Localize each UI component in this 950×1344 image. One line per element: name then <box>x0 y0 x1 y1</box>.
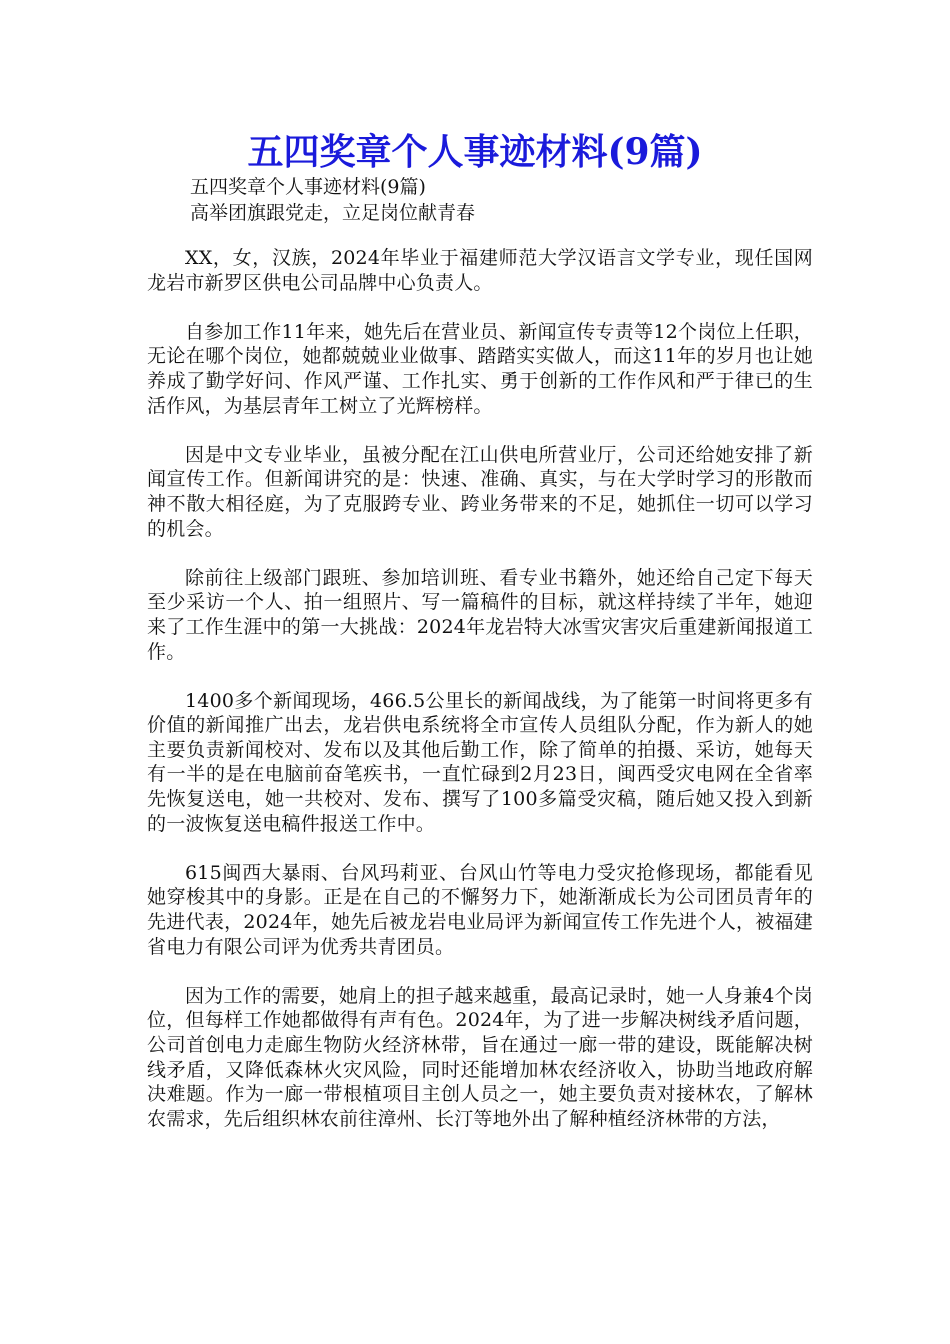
paragraph: 615闽西大暴雨、台风玛莉亚、台风山竹等电力受灾抢修现场，都能看见她穿梭其中的身影。正是在自己的不懈努力下，她渐渐成长为公司团员青年的先进代表，2024年，她先后被龙岩电业局评为新闻宣传工作先进个人，被福建省电力有限公司评为优秀共青团员。 <box>147 861 813 958</box>
document-subtitle: 五四奖章个人事迹材料(9篇) <box>190 176 426 198</box>
paragraph: XX，女，汉族，2024年毕业于福建师范大学汉语言文学专业，现任国网龙岩市新罗区供电公司品牌中心负责人。 <box>147 247 813 294</box>
paragraph: 自参加工作11年来，她先后在营业员、新闻宣传专责等12个岗位上任职，无论在哪个岗位，她都兢兢业业做事、踏踏实实做人，而这11年的岁月也让她养成了勤学好问、作风严谨、工作扎实、勇于创新的工作作风和严于律已的生活作风，为基层青年工树立了光辉榜样。 <box>147 320 813 417</box>
document-body <box>147 246 813 1156</box>
paragraph: 因是中文专业毕业，虽被分配在江山供电所营业厅，公司还给她安排了新闻宣传工作。但新闻讲究的是：快速、准确、真实，与在大学时学习的形散而神不散大相径庭，为了克服跨专业、跨业务带来的不足，她抓住一切可以学习的机会。 <box>147 443 813 540</box>
paragraph: 除前往上级部门跟班、参加培训班、看专业书籍外，她还给自己定下每天至少采访一个人、拍一组照片、写一篇稿件的目标，就这样持续了半年，她迎来了工作生涯中的第一大挑战：2024年龙岩特大冰雪灾害灾后重建新闻报道工作。 <box>147 566 813 663</box>
paragraph: 因为工作的需要，她肩上的担子越来越重，最高记录时，她一人身兼4个岗位，但每样工作她都做得有声有色。2024年，为了进一步解决树线矛盾问题，公司首创电力走廊生物防火经济林带，旨在通过一廊一带的建设，既能解决树线矛盾，又降低森林火灾风险，同时还能增加林农经济收入，协助当地政府解决难题。作为一廊一带根植项目主创人员之一，她主要负责对接林农，了解林农需求，先后组织林农前往漳州、长汀等地外出了解种植经济林带的方法， <box>147 984 813 1130</box>
paragraph: 1400多个新闻现场，466.5公里长的新闻战线，为了能第一时间将更多有价值的新闻推广出去，龙岩供电系统将全市宣传人员组队分配，作为新人的她主要负责新闻校对、发布以及其他后勤工作，除了简单的拍摄、采访，她每天有一半的是在电脑前奋笔疾书，一直忙碌到2月23日，闽西受灾电网在全省率先恢复送电，她一共校对、发布、撰写了100多篇受灾稿，随后她又投入到新的一波恢复送电稿件报送工作中。 <box>147 689 813 835</box>
document-tagline: 高举团旗跟党走，立足岗位献青春 <box>190 202 476 224</box>
document-title: 五四奖章个人事迹材料(9篇) <box>247 131 703 173</box>
